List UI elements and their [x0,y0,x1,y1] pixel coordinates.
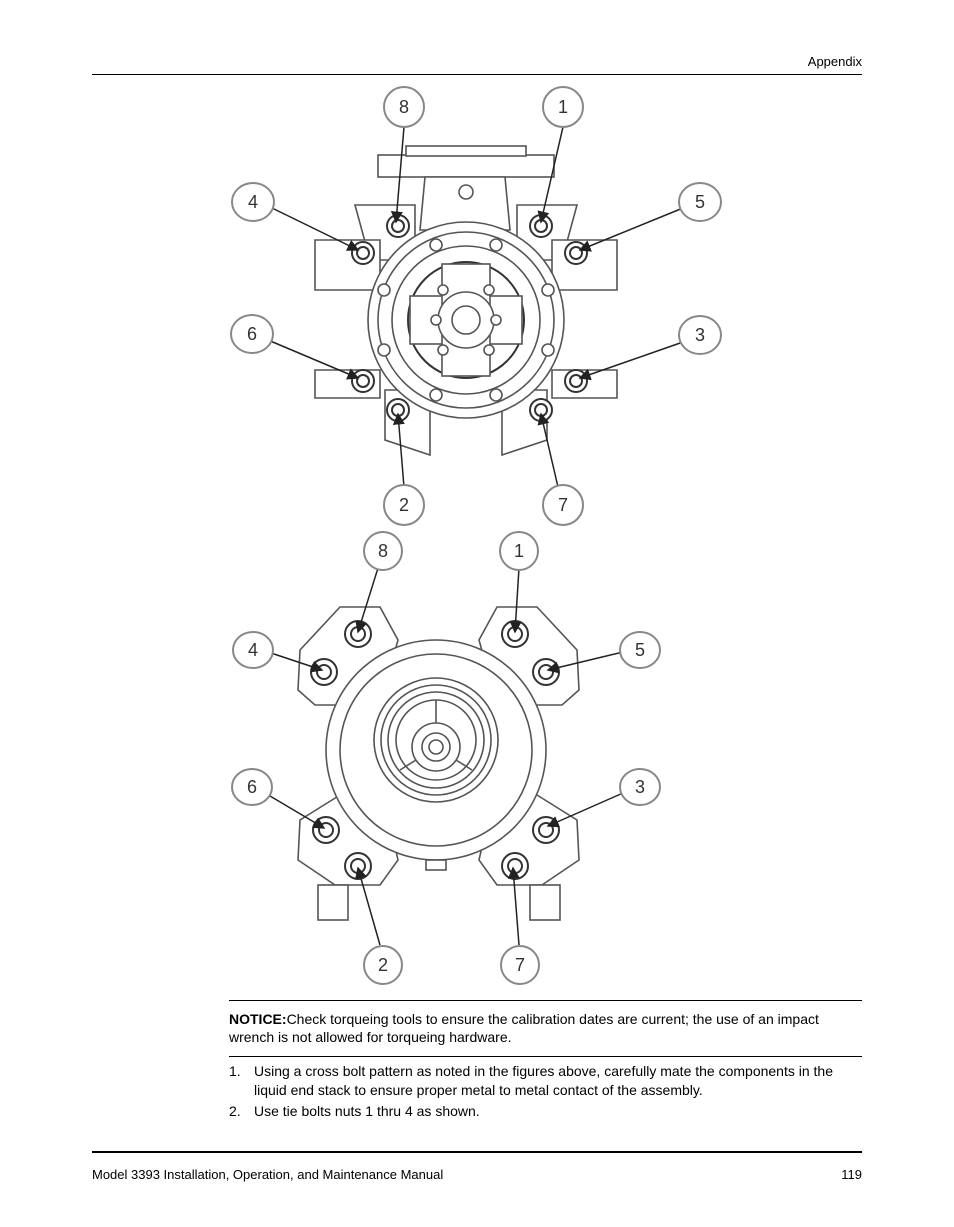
top-callout-4 [232,183,274,221]
bottom-callout-1 [500,532,538,570]
svg-text:3: 3 [694,325,706,345]
step-item [229,1102,862,1121]
top-pump-drawing [315,146,617,455]
notice-text: Check torqueing tools to ensure the calibration dates are current; the use of an impact wrench is not allowed for torqueing hardware. [229,1011,819,1045]
svg-text:3: 3 [634,777,646,797]
bottom-callout-8 [364,532,402,570]
svg-text:2: 2 [377,955,389,975]
notice-box [229,1000,862,1057]
bottom-callout-2 [364,946,402,984]
top-callout-6 [231,315,273,353]
step-number: 2. [229,1103,241,1119]
top-callout-7 [543,485,583,525]
bottom-callout-6 [232,769,272,805]
svg-text:2: 2 [398,495,410,515]
svg-text:8: 8 [377,541,389,561]
top-callout-1 [543,87,583,127]
svg-text:7: 7 [557,495,569,515]
svg-text:6: 6 [246,324,258,344]
step-text: Use tie bolts nuts 1 thru 4 as shown. [254,1103,480,1119]
procedure-steps [229,1062,862,1123]
step-text: Using a cross bolt pattern as noted in the figures above, carefully mate the components in the liquid end stack to ensure proper metal to metal contact of the assembly. [254,1063,833,1098]
bottom-callout-4 [233,632,273,668]
top-callout-8 [384,87,424,127]
page-footer [92,1151,862,1182]
footer-page-number: 119 [841,1167,862,1182]
footer-manual-title: Model 3393 Installation, Operation, and Maintenance Manual [92,1167,444,1182]
step-item [229,1062,862,1100]
svg-text:6: 6 [246,777,258,797]
svg-text:5: 5 [634,640,646,660]
top-callout-2 [384,485,424,525]
svg-text:1: 1 [557,97,569,117]
bottom-pump-drawing [298,607,579,920]
svg-text:5: 5 [694,192,706,212]
notice-label: NOTICE: [229,1011,287,1027]
bottom-callout-5 [620,632,660,668]
header-section: Appendix [807,54,862,69]
svg-text:4: 4 [247,640,259,660]
top-callout-3 [679,316,721,354]
svg-text:1: 1 [513,541,525,561]
svg-text:8: 8 [398,97,410,117]
svg-text:4: 4 [247,192,259,212]
svg-text:7: 7 [514,955,526,975]
bottom-callout-3 [620,769,660,805]
top-callout-5 [679,183,721,221]
bottom-callout-7 [501,946,539,984]
step-number: 1. [229,1063,241,1079]
